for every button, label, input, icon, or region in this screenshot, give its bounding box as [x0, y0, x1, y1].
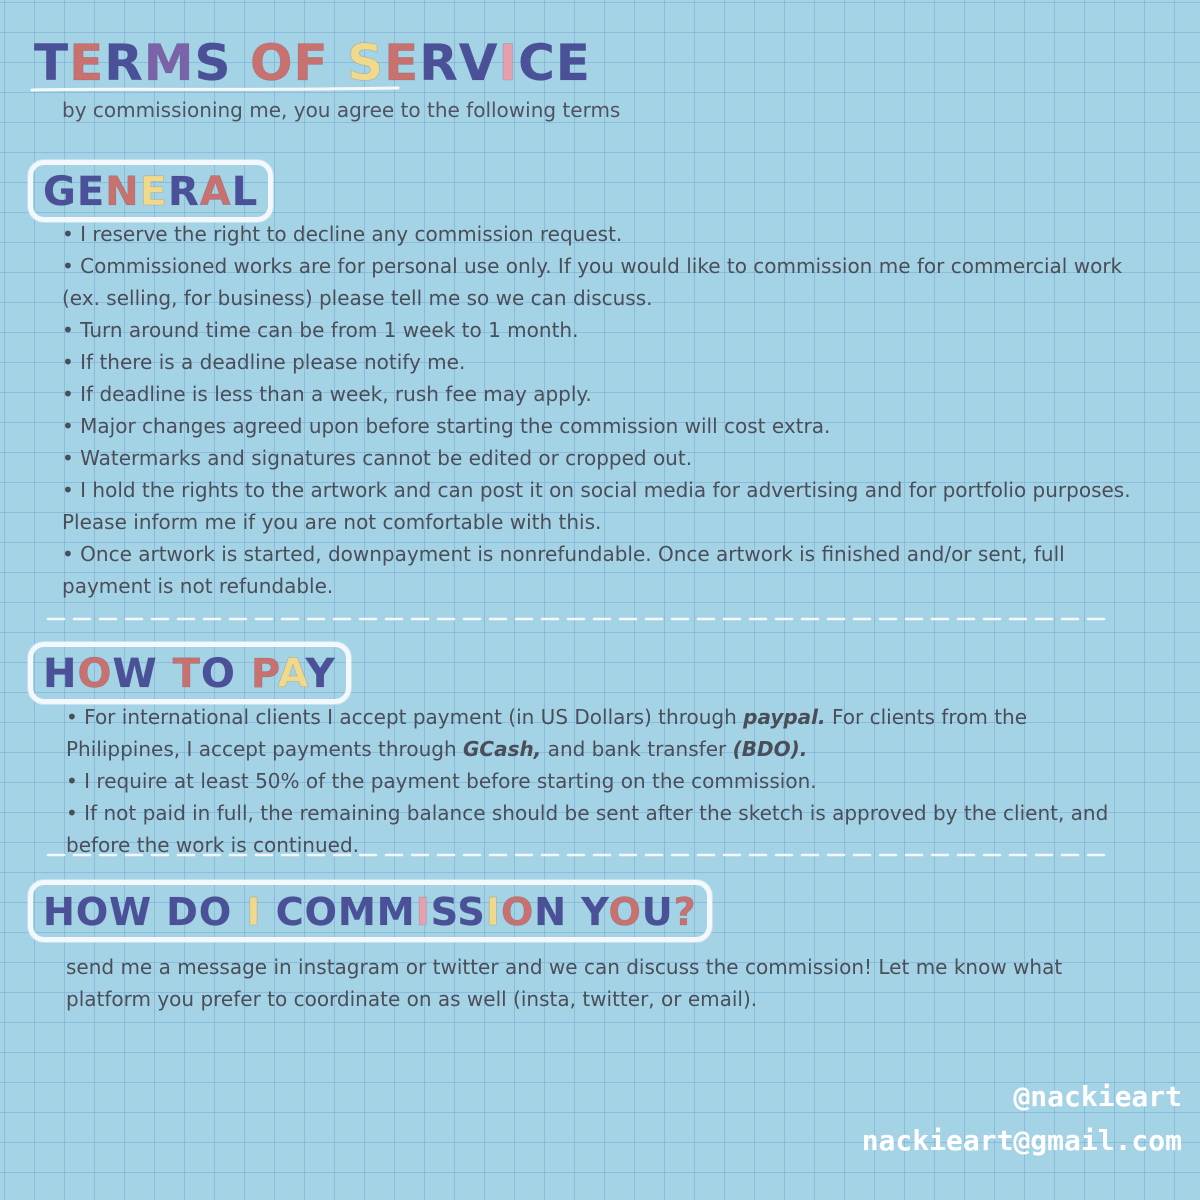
title-letter: E — [384, 34, 420, 92]
section-divider — [46, 616, 1106, 622]
title-letter: E — [139, 169, 168, 215]
title-letter: V — [458, 34, 499, 92]
title-letter: H — [43, 890, 76, 934]
title-letter: M — [143, 34, 195, 92]
payment-text: • For international clients I accept payment (in US Dollars) through — [66, 705, 744, 729]
title-letter: F — [293, 34, 329, 92]
title-letter: T — [172, 651, 201, 697]
title-letter: I — [246, 890, 262, 934]
title-letter: O — [304, 890, 338, 934]
section-heading-how-to-pay — [28, 642, 351, 704]
list-item: • If there is a deadline please notify me. — [62, 350, 466, 374]
title-letter: E — [555, 34, 591, 92]
title-letter: M — [337, 890, 377, 934]
title-letter: O — [608, 890, 642, 934]
title-letter: P — [250, 651, 278, 697]
title-letter: I — [415, 890, 431, 934]
title-letter: G — [43, 169, 77, 215]
title-letter: Y — [581, 890, 609, 934]
title-underline — [30, 86, 400, 92]
list-item: • I reserve the right to decline any commission request. — [62, 222, 623, 246]
title-letter: O — [77, 651, 113, 697]
title-letter: N — [534, 890, 568, 934]
title-letter: E — [69, 34, 105, 92]
payment-text: For clients from the Philippines, I accept payments through — [66, 705, 1028, 761]
gcash-label: GCash, — [462, 737, 542, 761]
title-letter: D — [166, 890, 199, 934]
title-letter: L — [231, 169, 259, 215]
title-letter: M — [376, 890, 416, 934]
title-letter: O — [198, 890, 233, 934]
bdo-label: (BDO). — [732, 737, 808, 761]
title-letter: ? — [673, 890, 697, 934]
title-letter: A — [199, 169, 232, 215]
payment-terms-list — [66, 701, 1146, 861]
section-divider — [46, 852, 1106, 858]
page-subtitle: by commissioning me, you agree to the following terms — [62, 98, 621, 122]
paypal-label: paypal. — [743, 705, 826, 729]
title-letter: E — [76, 169, 106, 215]
title-letter: H — [43, 651, 78, 697]
title-letter: R — [104, 34, 144, 92]
payment-text: and bank transfer — [541, 737, 733, 761]
title-letter: S — [347, 34, 385, 92]
title-letter: S — [194, 34, 232, 92]
general-terms-list — [62, 218, 1142, 602]
list-item: • Watermarks and signatures cannot be edited or cropped out. — [62, 446, 693, 470]
list-item: • Once artwork is started, downpayment is nonrefundable. Once artwork is finished and/or sent, full payment is not refundable. — [62, 542, 1065, 598]
title-letter: C — [275, 890, 305, 934]
page-title — [34, 34, 591, 92]
title-letter: T — [34, 34, 70, 92]
list-item: • Commissioned works are for personal use only. If you would like to commission me for commercial work (ex. selling, for business) please tell me so we can discuss. — [62, 254, 1123, 310]
title-letter: C — [518, 34, 556, 92]
title-letter: I — [498, 34, 519, 92]
title-letter: O — [249, 34, 294, 92]
title-letter: N — [105, 169, 140, 215]
title-letter: S — [430, 890, 458, 934]
commission-instructions: send me a message in instagram or twitter and we can discuss the commission! Let me know what platform you prefer to coordinate on as well (insta, twitter, or email). — [66, 955, 1063, 1011]
social-handle: @nackieart — [1013, 1080, 1182, 1113]
title-letter: A — [277, 651, 306, 697]
title-letter: I — [485, 890, 501, 934]
title-letter: W — [112, 651, 158, 697]
title-letter: O — [75, 890, 110, 934]
list-item: • I hold the rights to the artwork and can post it on social media for advertising and for portfolio purposes. Please inform me if you are not comfortable with this. — [62, 478, 1131, 534]
list-item: • If not paid in full, the remaining balance should be sent after the sketch is approved by the client, and before the work is continued. — [66, 801, 1109, 857]
title-letter: R — [419, 34, 459, 92]
email-address: nackieart@gmail.com — [861, 1124, 1182, 1157]
title-letter: O — [200, 651, 236, 697]
list-item: • If deadline is less than a week, rush fee may apply. — [62, 382, 592, 406]
list-item: • I require at least 50% of the payment before starting on the commission. — [66, 769, 817, 793]
list-item — [66, 701, 1146, 765]
title-letter: U — [641, 890, 674, 934]
title-letter: O — [500, 890, 535, 934]
section-heading-general — [28, 160, 273, 222]
section-heading-how-to-commission — [28, 880, 712, 942]
title-letter: S — [457, 890, 486, 934]
list-item: • Major changes agreed upon before starting the commission will cost extra. — [62, 414, 831, 438]
title-letter: W — [109, 890, 153, 934]
title-letter: R — [167, 169, 200, 215]
list-item: • Turn around time can be from 1 week to 1 month. — [62, 318, 579, 342]
title-letter: Y — [305, 651, 336, 697]
